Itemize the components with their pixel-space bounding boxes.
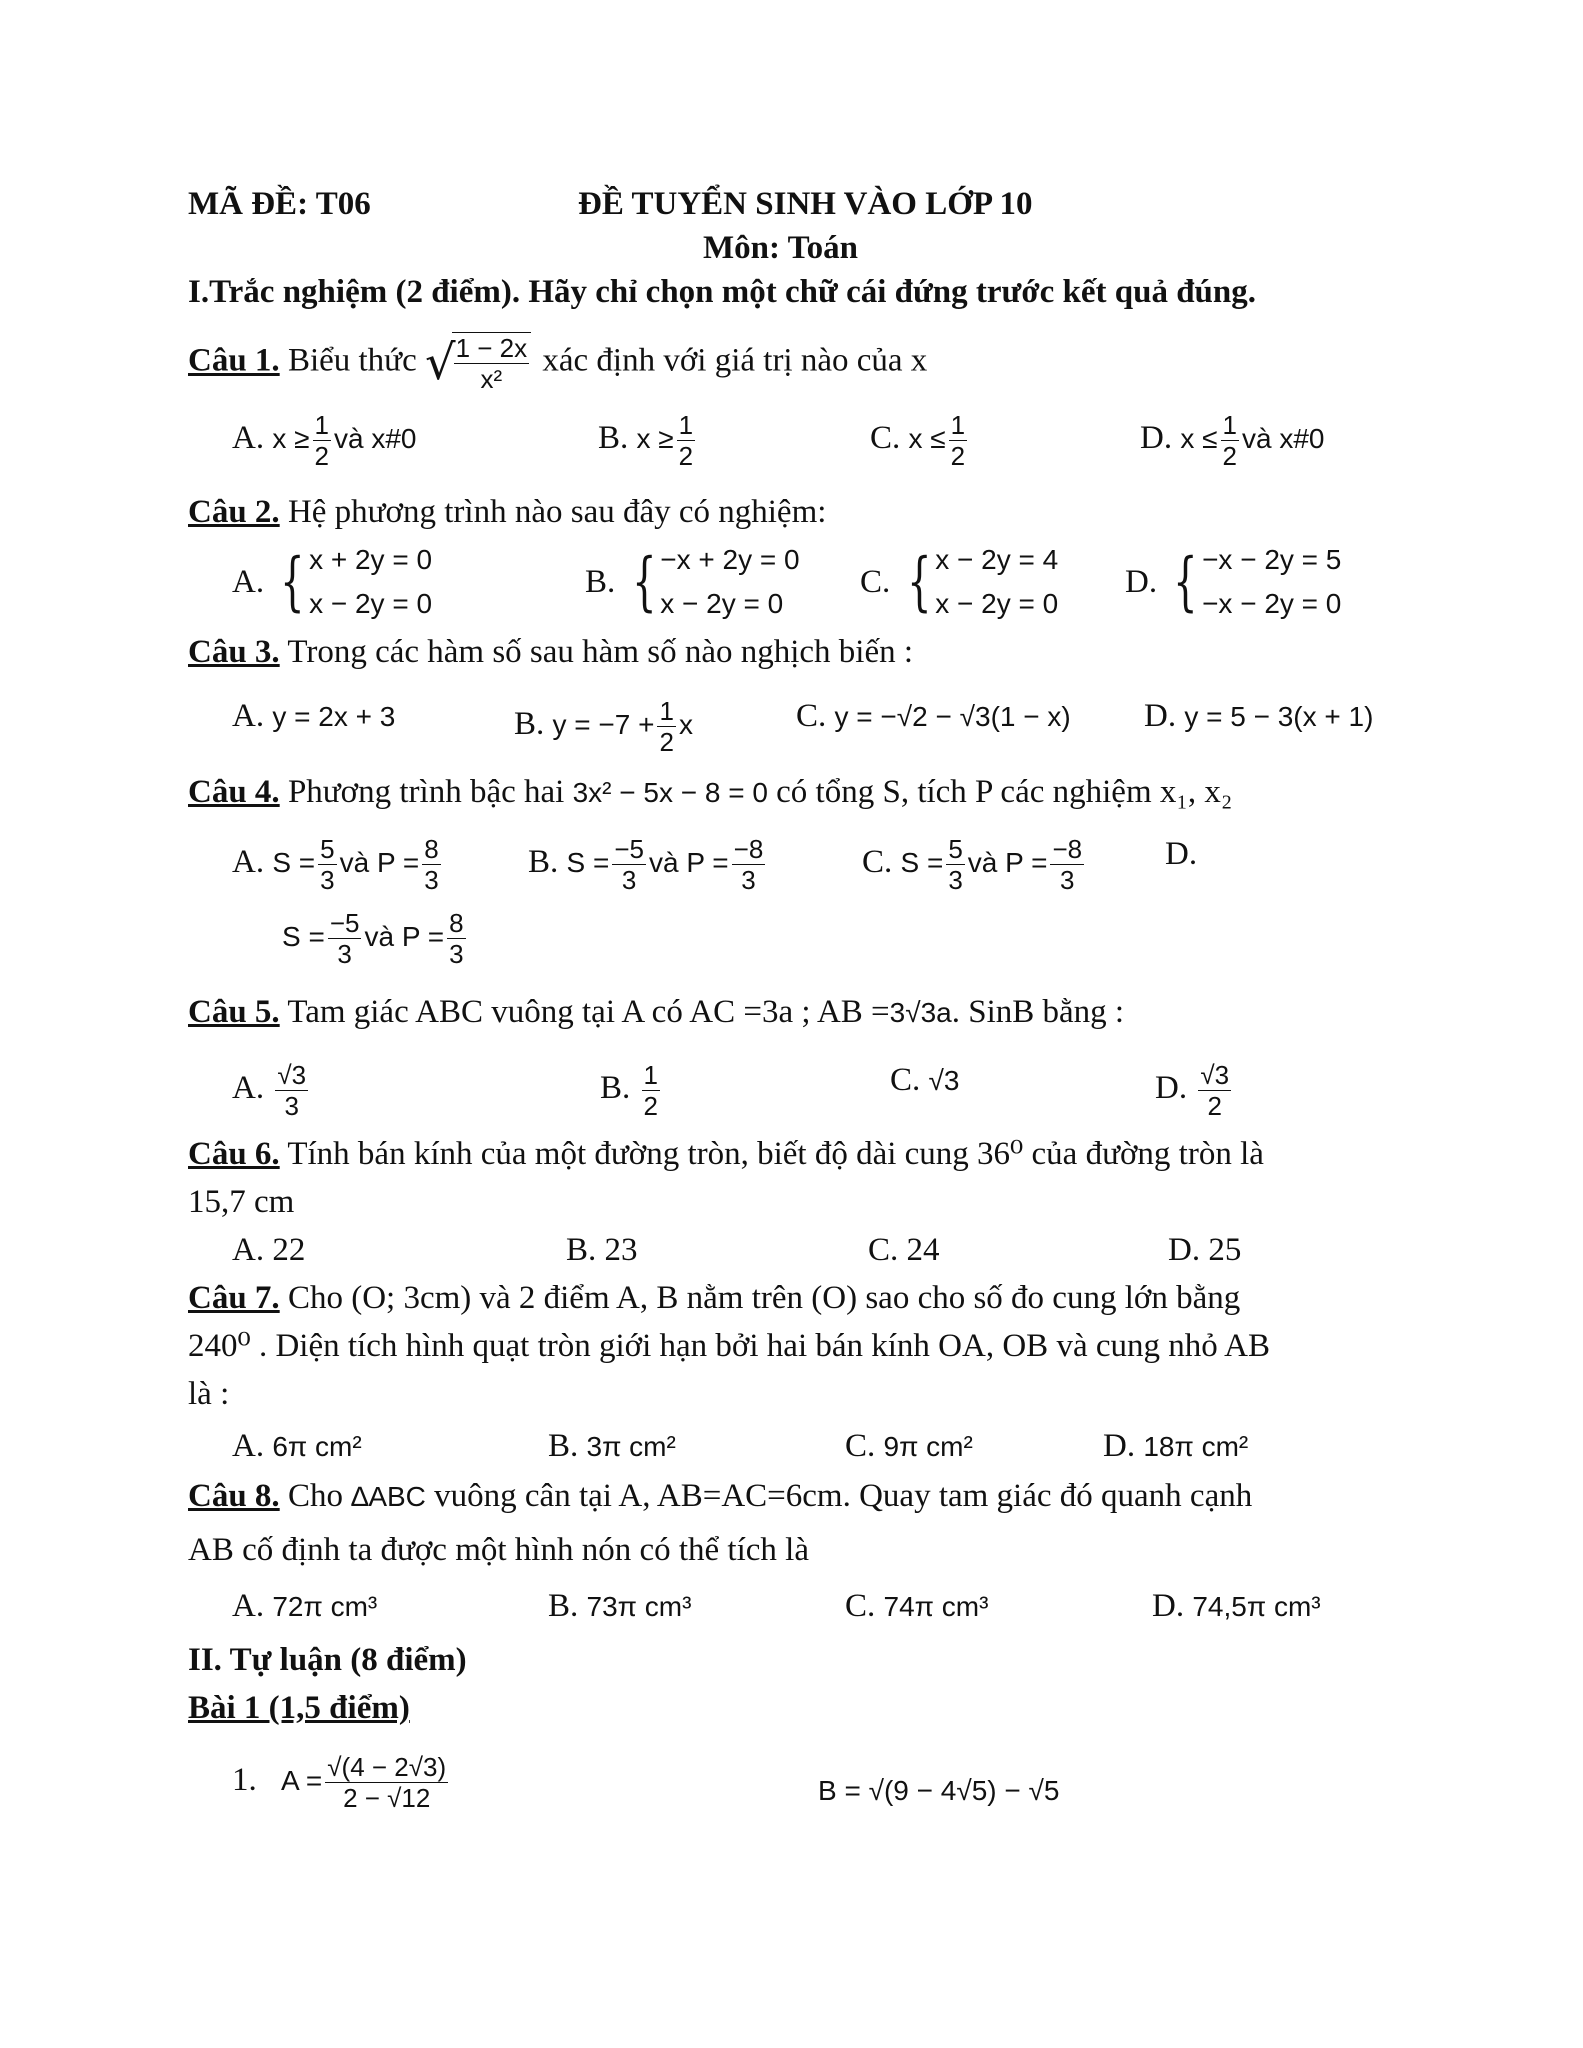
question-4: Câu 4. Phương trình bậc hai 3x² − 5x − 8 = 0 có tổng S, tích P các nghiệm x₁, x₂: [188, 774, 1233, 810]
question-7-line3: là :: [188, 1376, 230, 1412]
question-label: Câu 8.: [188, 1478, 280, 1514]
q7-option-c[interactable]: C. 9π cm²: [845, 1428, 973, 1464]
question-label: Câu 1.: [188, 342, 280, 379]
question-2: Câu 2. Hệ phương trình nào sau đây có nghiệm:: [188, 494, 827, 530]
question-5: Câu 5. Tam giác ABC vuông tại A có AC =3a ; AB =3√3a. SinB bằng :: [188, 994, 1125, 1030]
q2-option-a[interactable]: A. { x + 2y = 0 x − 2y = 0: [232, 544, 433, 619]
question-3: Câu 3. Trong các hàm số sau hàm số nào nghịch biến :: [188, 634, 914, 670]
q5-option-b[interactable]: B. $\frac{1}{2}$: [600, 1060, 658, 1121]
q8-option-b[interactable]: B. 73π cm³: [548, 1588, 692, 1624]
q1-option-b[interactable]: B. x ≥ $\frac{1}{2}$: [598, 410, 694, 471]
q5-option-a[interactable]: A. $\frac{√3}{3}$: [232, 1060, 307, 1121]
radicand: $\frac{1 - 2x}{\text{x²}}$: [452, 332, 532, 394]
brace-icon: {: [1173, 545, 1198, 619]
question-label: Câu 3.: [188, 634, 280, 670]
question-label: Câu 2.: [188, 494, 280, 530]
exam-code: MÃ ĐỀ: T06: [188, 186, 371, 222]
q3-option-c[interactable]: C. y = −√2 − √3(1 − x): [796, 698, 1071, 734]
q5-option-c[interactable]: C. √3: [890, 1062, 960, 1098]
bai1-expression-b: B = √(9 − 4√5) − √5: [818, 1775, 1060, 1806]
question-label: Câu 5.: [188, 994, 280, 1030]
sqrt-icon: √: [424, 335, 456, 391]
exam-title: ĐỀ TUYỂN SINH VÀO LỚP 10: [578, 186, 1033, 222]
q3-option-d[interactable]: D. y = 5 − 3(x + 1): [1144, 698, 1374, 734]
q2-option-b[interactable]: B. { −x + 2y = 0 x − 2y = 0: [585, 544, 800, 619]
question-6: Câu 6. Tính bán kính của một đường tròn, biết độ dài cung 36⁰ của đường tròn là: [188, 1136, 1264, 1172]
question-1: Câu 1. Biểu thức √ $\frac{1 - 2x}{\text{x²}}$ xác định với giá trị nào của x: [188, 333, 928, 394]
question-7-line2: 240⁰ . Diện tích hình quạt tròn giới hạn bởi hai bán kính OA, OB và cung nhỏ AB: [188, 1328, 1271, 1364]
question-label: Câu 4.: [188, 774, 280, 810]
q2-option-d[interactable]: D. { −x − 2y = 5 −x − 2y = 0: [1125, 544, 1342, 619]
part2-heading: II. Tự luận (8 điểm): [188, 1642, 467, 1678]
q6-option-b[interactable]: B. 23: [566, 1232, 638, 1268]
q4-option-d-label[interactable]: D.: [1165, 836, 1198, 872]
question-label: Câu 6.: [188, 1136, 280, 1172]
q3-option-a[interactable]: A. y = 2x + 3: [232, 698, 396, 734]
bai1-heading: Bài 1 (1,5 điểm): [188, 1690, 410, 1726]
q8-option-c[interactable]: C. 74π cm³: [845, 1588, 989, 1624]
question-6-line2: 15,7 cm: [188, 1184, 295, 1220]
q6-option-a[interactable]: A. 22: [232, 1232, 306, 1268]
q6-option-c[interactable]: C. 24: [868, 1232, 940, 1268]
question-8-line2: AB cố định ta được một hình nón có thể tích là: [188, 1532, 809, 1568]
q4-option-d[interactable]: S = $\frac{-5}{3}$ và P = $\frac{8}{3}$: [282, 908, 464, 969]
q7-option-d[interactable]: D. 18π cm²: [1103, 1428, 1249, 1464]
brace-icon: {: [906, 545, 932, 619]
q5-option-d[interactable]: D. $\frac{√3}{2}$: [1155, 1060, 1230, 1121]
brace-icon: {: [631, 545, 657, 619]
q8-option-a[interactable]: A. 72π cm³: [232, 1588, 378, 1624]
q7-option-b[interactable]: B. 3π cm²: [548, 1428, 676, 1464]
q8-option-d[interactable]: D. 74,5π cm³: [1152, 1588, 1321, 1624]
q4-option-b[interactable]: B. S = $\frac{-5}{3}$ và P = $\frac{-8}{3}$: [528, 834, 764, 895]
q4-option-c[interactable]: C. S = $\frac{5}{3}$ và P = $\frac{-8}{3}$: [862, 834, 1083, 895]
q1-option-d[interactable]: D. x ≤ $\frac{1}{2}$ và x#0: [1140, 410, 1325, 471]
part1-heading: I.Trắc nghiệm (2 điểm). Hãy chỉ chọn một chữ cái đứng trước kết quả đúng.: [188, 274, 1257, 310]
bai1-expression-a: 1. A = $\frac{√(4 - 2√3)}{2 - √12}$: [232, 1752, 447, 1813]
q2-option-c[interactable]: C. { x − 2y = 4 x − 2y = 0: [860, 544, 1059, 619]
q3-option-b[interactable]: B. y = −7 + $\frac{1}{2}$ x: [514, 696, 693, 757]
exam-subject: Môn: Toán: [703, 230, 858, 266]
question-8: Câu 8. Cho ∆ABC vuông cân tại A, AB=AC=6cm. Quay tam giác đó quanh cạnh: [188, 1478, 1253, 1514]
question-7: Câu 7. Cho (O; 3cm) và 2 điểm A, B nằm trên (O) sao cho số đo cung lớn bằng: [188, 1280, 1241, 1316]
question-label: Câu 7.: [188, 1280, 280, 1316]
q6-option-d[interactable]: D. 25: [1168, 1232, 1242, 1268]
brace-icon: {: [280, 545, 305, 619]
q1-option-a[interactable]: A. x ≥ $\frac{1}{2}$ và x#0: [232, 410, 417, 471]
q7-option-a[interactable]: A. 6π cm²: [232, 1428, 362, 1464]
q1-option-c[interactable]: C. x ≤ $\frac{1}{2}$: [870, 410, 966, 471]
q4-option-a[interactable]: A. S = $\frac{5}{3}$ và P = $\frac{8}{3}$: [232, 834, 439, 895]
